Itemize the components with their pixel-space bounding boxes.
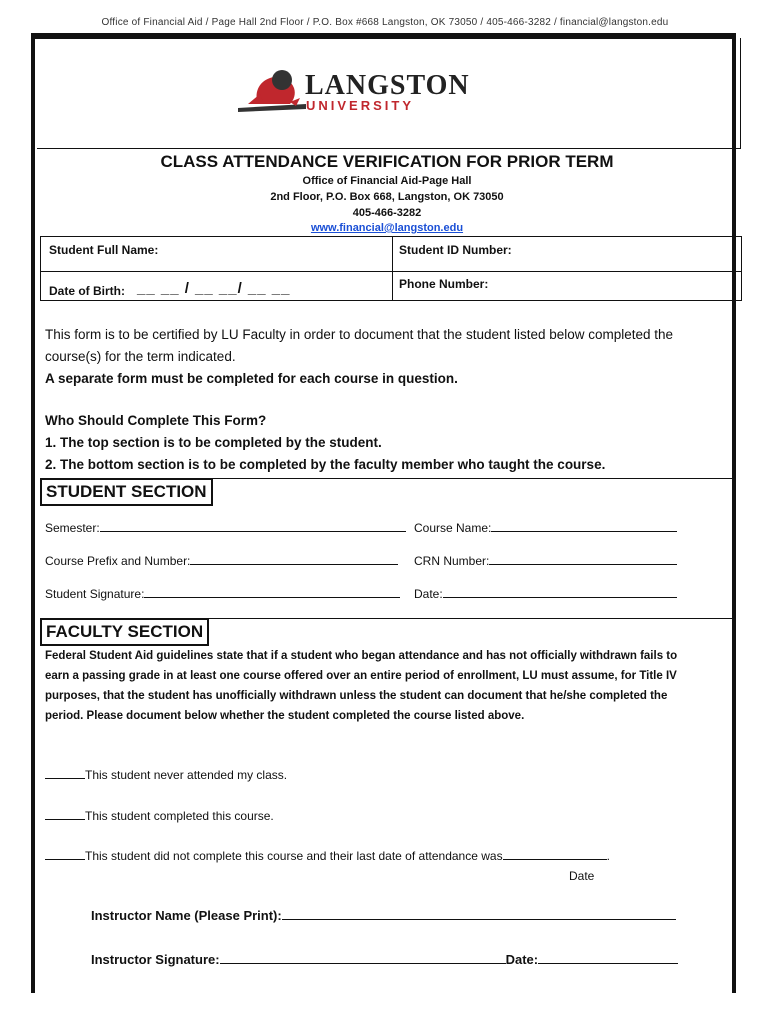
lion-icon: [236, 64, 308, 114]
option-completed[interactable]: This student completed this course.: [45, 809, 274, 823]
header-line: Office of Financial Aid / Page Hall 2nd Floor / P.O. Box #668 Langston, OK 73050 / 405-466-3282 / financial@langston.edu: [101, 17, 669, 28]
intro-note: A separate form must be completed for each course in question.: [45, 371, 458, 386]
table-divider: [392, 237, 393, 300]
form-title: CLASS ATTENDANCE VERIFICATION FOR PRIOR TERM: [160, 152, 614, 171]
instructor-name-field[interactable]: Instructor Name (Please Print):: [91, 908, 676, 923]
student-section-heading: STUDENT SECTION: [40, 478, 213, 506]
who-heading: Who Should Complete This Form?: [45, 413, 267, 428]
course-name-field[interactable]: Course Name:: [414, 521, 677, 535]
email-link[interactable]: www.financial@langston.edu: [310, 222, 464, 234]
date-caption: Date: [569, 869, 595, 883]
crn-field[interactable]: CRN Number:: [414, 554, 677, 568]
semester-field[interactable]: Semester:: [45, 521, 406, 535]
course-prefix-field[interactable]: Course Prefix and Number:: [45, 554, 398, 568]
phone-label: Phone Number:: [399, 277, 489, 291]
instructor-signature-field[interactable]: Instructor Signature: Date:: [91, 952, 678, 967]
intro-text: [45, 324, 725, 476]
guidelines-text: Federal Student Aid guidelines state that if a student who began attendance and has not officially withdrawn fails to earn a passing grade in at least one course offered over an entire period of enrollment, LU must assume, for Title IV purposes, that the student has unofficially withdrawn unless the student can document that he/she completed the period. Please document below whether the student completed the course listed above.: [45, 650, 678, 722]
option-never-attended[interactable]: This student never attended my class.: [45, 768, 287, 782]
student-signature-field[interactable]: Student Signature:: [45, 587, 400, 601]
student-info-table: [40, 236, 742, 301]
student-date-field[interactable]: Date:: [414, 587, 677, 601]
table-row-divider: [41, 271, 741, 272]
option-not-completed[interactable]: This student did not complete this course and their last date of attendance was .: [45, 849, 610, 863]
instruction-1: 1. The top section is to be completed by the student.: [45, 435, 382, 450]
instruction-2: 2. The bottom section is to be completed by the faculty member who taught the course.: [45, 457, 606, 472]
intro-paragraph: This form is to be certified by LU Faculty in order to document that the student listed below completed the course(s) for the term indicated.: [45, 327, 674, 364]
faculty-section-heading: FACULTY SECTION: [40, 618, 209, 646]
logo-sub: UNIVERSITY: [306, 98, 415, 113]
full-name-label: Student Full Name:: [49, 243, 159, 257]
address-line: 2nd Floor, P.O. Box 668, Langston, OK 73050: [270, 191, 504, 203]
student-id-label: Student ID Number:: [399, 243, 512, 257]
office-line: Office of Financial Aid-Page Hall: [302, 175, 472, 187]
dob-label: Date of Birth:: [49, 284, 125, 298]
logo-name: LANGSTON: [305, 70, 470, 101]
dob-field[interactable]: __ __ / __ __/ __ __: [137, 280, 291, 297]
phone-line: 405-466-3282: [352, 207, 422, 219]
